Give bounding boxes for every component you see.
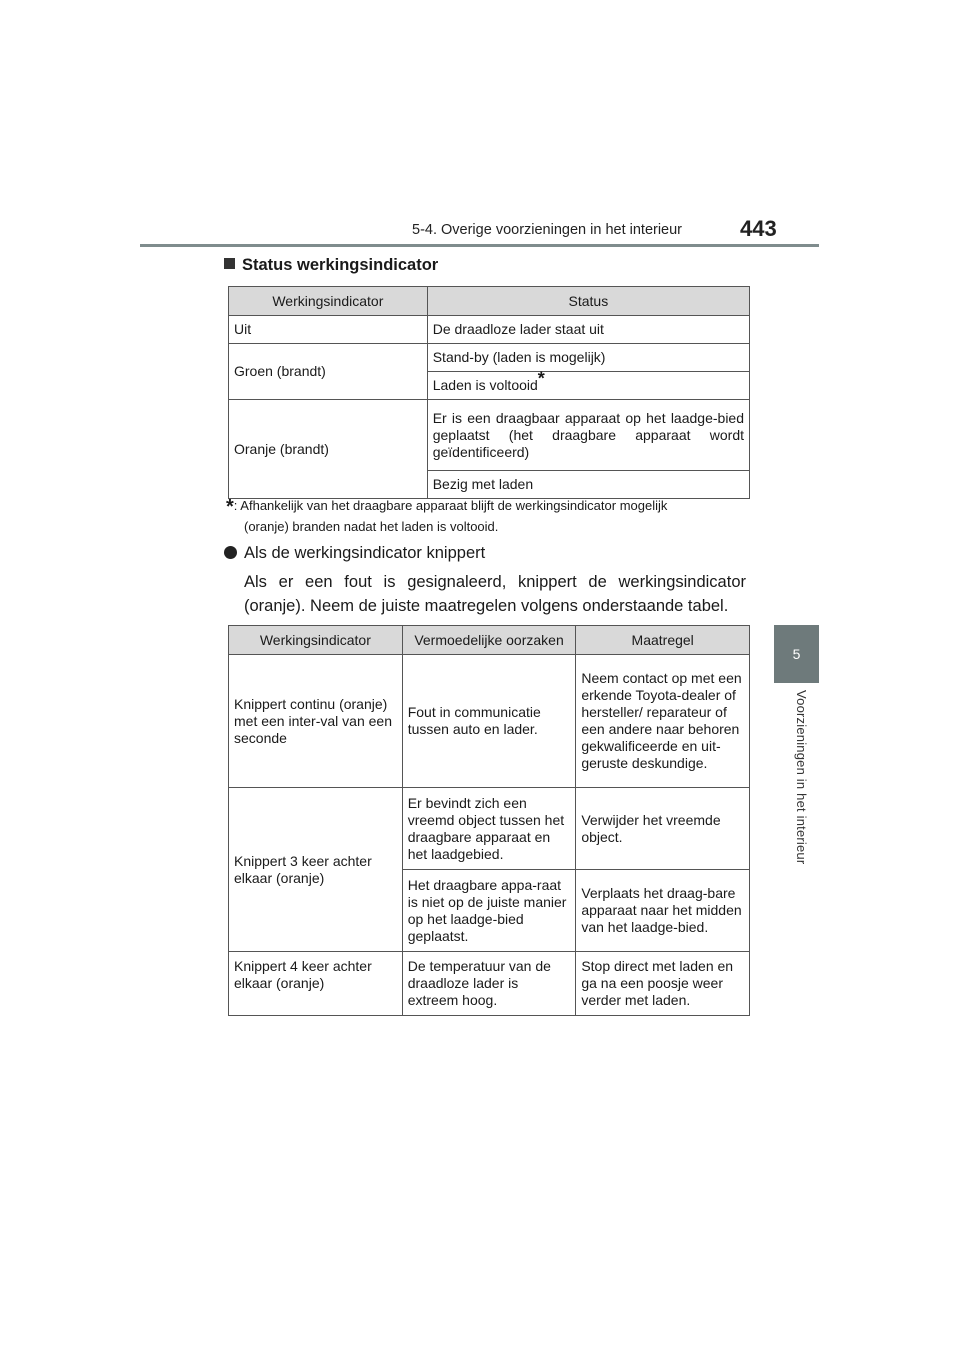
cause-cell: De temperatuur van de draadloze lader is extreem hoog. bbox=[402, 952, 576, 1016]
chapter-label: Voorzieningen in het interieur bbox=[794, 690, 809, 865]
cause-cell: Het draagbare appa-raat is niet op de juiste manier op het laadge-bied geplaatst. bbox=[402, 870, 576, 952]
indicator-cell: Knippert 4 keer achter elkaar (oranje) bbox=[229, 952, 403, 1016]
status-cell: De draadloze lader staat uit bbox=[427, 316, 749, 344]
table-row bbox=[229, 655, 750, 788]
page-number: 443 bbox=[740, 216, 777, 241]
chapter-number: 5 bbox=[792, 646, 801, 662]
body-line: (oranje). Neem de juiste maatregelen volgens onderstaande tabel. bbox=[244, 597, 729, 615]
header-section-title: 5-4. Overige voorzieningen in het interieur bbox=[412, 222, 683, 238]
column-header: Vermoedelijke oorzaken bbox=[402, 626, 576, 655]
round-bullet-icon bbox=[224, 546, 237, 559]
body-line: Als er een fout is gesignaleerd, knippert de werkingsindicator bbox=[244, 573, 746, 591]
table-header-row bbox=[229, 287, 750, 316]
footnote-marker: * bbox=[226, 496, 234, 518]
column-header: Werkingsindicator bbox=[229, 626, 403, 655]
chapter-tab[interactable] bbox=[774, 625, 819, 683]
action-cell: Verwijder het vreemde object. bbox=[576, 788, 750, 870]
table-header-row bbox=[229, 626, 750, 655]
indicator-cell: Groen (brandt) bbox=[229, 344, 428, 400]
square-bullet-icon bbox=[224, 258, 235, 269]
column-header: Maatregel bbox=[576, 626, 750, 655]
blink-table bbox=[228, 625, 750, 1016]
status-cell: Bezig met laden bbox=[427, 471, 749, 499]
table-row bbox=[229, 400, 750, 471]
indicator-cell: Oranje (brandt) bbox=[229, 400, 428, 499]
footnote-line-2: (oranje) branden nadat het laden is voltooid. bbox=[244, 519, 499, 534]
status-table bbox=[228, 286, 750, 499]
column-header: Status bbox=[427, 287, 749, 316]
action-cell: Stop direct met laden en ga na een poosje weer verder met laden. bbox=[576, 952, 750, 1016]
action-cell: Neem contact op met een erkende Toyota-dealer of hersteller/ reparateur of een andere naar behoren gekwalificeerde en uit-geruste deskundige. bbox=[576, 655, 750, 788]
blink-section-body bbox=[244, 570, 746, 618]
blink-heading-text: Als de werkingsindicator knippert bbox=[244, 544, 486, 562]
table-row bbox=[229, 316, 750, 344]
status-section-heading bbox=[224, 256, 438, 275]
cause-cell: Fout in communicatie tussen auto en lader. bbox=[402, 655, 576, 788]
status-cell: Stand-by (laden is mogelijk) bbox=[427, 344, 749, 372]
action-cell: Verplaats het draag-bare apparaat naar het midden van het laadge-bied. bbox=[576, 870, 750, 952]
footnote-marker: * bbox=[537, 368, 545, 389]
status-cell: Er is een draagbaar apparaat op het laadge-bied geplaatst (het draagbare apparaat wordt geïdentificeerd) bbox=[427, 400, 749, 471]
indicator-cell: Uit bbox=[229, 316, 428, 344]
status-text: Laden is voltooid bbox=[432, 377, 538, 393]
status-cell bbox=[427, 368, 749, 400]
blink-section-heading bbox=[224, 544, 485, 563]
cause-cell: Er bevindt zich een vreemd object tussen het draagbare apparaat en het laadgebied. bbox=[402, 788, 576, 870]
header-divider bbox=[140, 244, 819, 247]
table-row bbox=[229, 788, 750, 870]
footnote bbox=[226, 496, 756, 537]
indicator-cell: Knippert 3 keer achter elkaar (oranje) bbox=[229, 788, 403, 952]
footnote-line-1: : Afhankelijk van het draagbare apparaat blijft de werkingsindicator mogelijk bbox=[233, 498, 668, 513]
table-row bbox=[229, 952, 750, 1016]
indicator-cell: Knippert continu (oranje) met een inter-val van een seconde bbox=[229, 655, 403, 788]
column-header: Werkingsindicator bbox=[229, 287, 428, 316]
status-heading-text: Status werkingsindicator bbox=[242, 256, 439, 274]
table-row bbox=[229, 344, 750, 372]
